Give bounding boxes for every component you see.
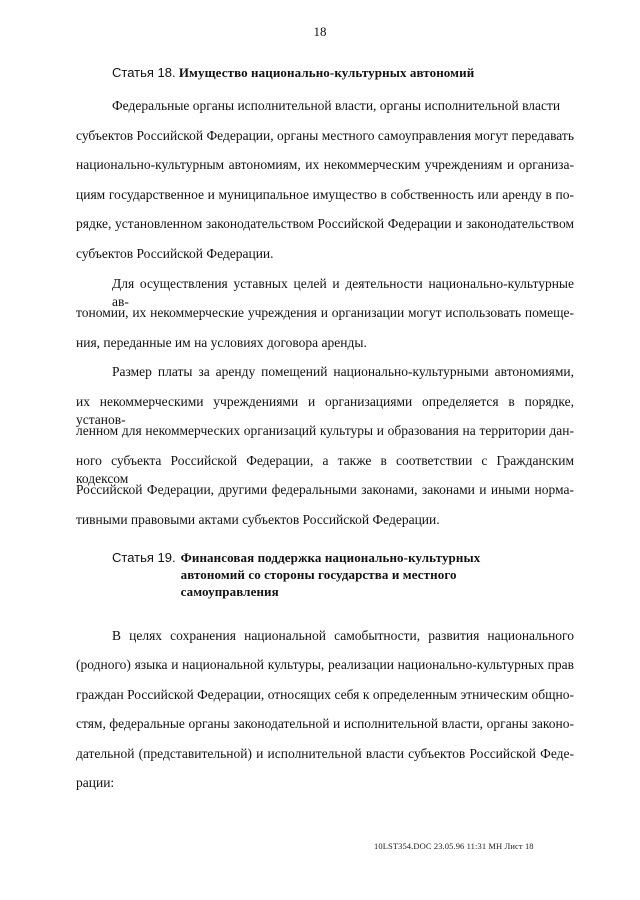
text-line: (родного) языка и национальной культуры, реализации национально-культурных прав [76,657,574,672]
text-line: Размер платы за аренду помещений национально-культурными автономиями, [112,364,574,379]
text-line: Федеральные органы исполнительной власти, органы исполнительной власти [112,98,561,113]
article-19-title-line: автономий со стороны государства и местного [180,567,457,582]
text-line: Для осуществления уставных целей и деятельности национально-культурные ав- [112,276,574,309]
text-line: В целях сохранения национальной самобытности, развития национального [112,628,574,643]
article-18-number: Статья 18. [112,65,176,80]
text-line: тивными правовыми актами субъектов Российской Федерации. [76,512,440,527]
article-19-heading [112,549,541,600]
text-line: национально-культурным автономиям, их некоммерческим учреждениям и организа- [76,157,574,172]
text-line: субъектов Российской Федерации. [76,246,274,261]
text-line: Российской Федерации, другими федеральными законами, законами и иными норма- [76,482,574,497]
text-line: субъектов Российской Федерации, органы местного самоуправления могут передавать [76,128,574,143]
text-line: ния, переданные им на условиях договора аренды. [76,335,367,350]
text-line: дательной (представительной) и исполнительной власти субъектов Российской Феде- [76,746,574,761]
text-line: их некоммерческими учреждениями и организациями определяется в порядке, установ- [76,394,574,427]
text-line: тономии, их некоммерческие учреждения и организации могут использовать помеще- [76,305,574,320]
document-footer: 10LST354.DOC 23.05.96 11:31 МН Лист 18 [374,841,534,851]
text-line: ленном для некоммерческих организаций культуры и образования на территории дан- [76,423,574,438]
text-line: стям, федеральные органы законодательной и исполнительной власти, органы законо- [76,716,574,731]
article-19-title-line: самоуправления [180,584,279,599]
article-19-title [181,549,541,600]
text-line: ного субъекта Российской Федерации, а также в соответствии с Гражданским кодексом [76,453,574,486]
page-number: 18 [313,24,327,39]
text-line: рядке, установленном законодательством Российской Федерации и законодательством [76,216,574,231]
article-19-title-line: Финансовая поддержка национально-культурных [180,550,481,565]
article-18-title: Имущество национально-культурных автономий [178,65,475,80]
article-18-heading [112,64,474,81]
text-line: рации: [76,775,115,790]
article-19-number: Статья 19. [112,550,176,565]
text-line: граждан Российской Федерации, относящих себя к определенным этническим общно- [76,687,574,702]
text-line: циям государственное и муниципальное имущество в собственность или аренду в по- [76,187,574,202]
